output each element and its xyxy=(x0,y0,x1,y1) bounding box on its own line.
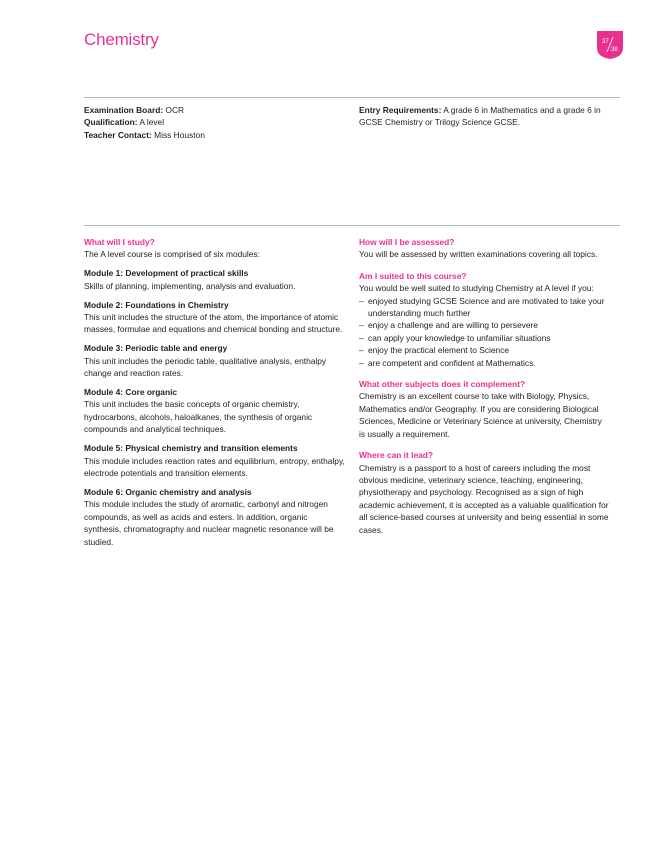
module-2 xyxy=(84,299,346,336)
list-item: – enjoyed studying GCSE Science and are motivated to take your understanding much further xyxy=(359,295,609,320)
careers-section xyxy=(359,449,609,536)
teacher-contact-value: Miss Houston xyxy=(151,129,205,140)
assessment-text: You will be assessed by written examinations covering all topics. xyxy=(359,249,598,260)
badge-bottom-number: 38 xyxy=(611,47,618,53)
list-item: – are competent and confident at Mathematics. xyxy=(359,357,609,369)
details-column xyxy=(359,236,609,545)
study-column xyxy=(84,236,346,554)
module-title: Module 1: Development of practical skills xyxy=(84,268,249,279)
qualification-line xyxy=(84,116,334,128)
exam-board-line xyxy=(84,104,334,116)
entry-requirements-label: Entry Requirements: xyxy=(359,105,442,115)
module-title: Module 3: Periodic table and energy xyxy=(84,343,228,354)
exam-board-value: OCR xyxy=(163,105,185,115)
list-item: – enjoy the practical element to Science xyxy=(359,344,609,356)
page-badge xyxy=(596,30,624,60)
shield-icon xyxy=(596,30,624,60)
module-title: Module 2: Foundations in Chemistry xyxy=(84,299,229,310)
module-1 xyxy=(84,267,346,292)
complement-heading: What other subjects does it complement? xyxy=(359,379,526,390)
study-heading: What will I study? xyxy=(84,237,155,247)
page-title: Chemistry xyxy=(84,30,159,49)
module-text: This unit includes the periodic table, qualitative analysis, enthalpy change and reaction rates. xyxy=(84,355,327,379)
assessment-section xyxy=(359,236,609,261)
suitability-intro: You would be well suited to studying Chemistry at A level if you: xyxy=(359,283,594,294)
complement-section xyxy=(359,378,609,440)
entry-requirements-value: A grade 6 in Mathematics and a grade 6 in GCSE Chemistry or Trilogy Science GCSE. xyxy=(359,105,601,128)
complement-text: Chemistry is an excellent course to take with Biology, Physics, Mathematics and/or Geography. If you are considering Biological Sciences, Medicine or Veterinary Science at university, Chemistry is usually a requirement. xyxy=(359,391,602,439)
qualification-value: A level xyxy=(137,117,165,128)
module-3 xyxy=(84,342,346,379)
exam-board-label: Examination Board: xyxy=(84,105,164,115)
module-text: This unit includes the structure of the atom, the importance of atomic masses, formulae and equations and chemical bonding and structure. xyxy=(84,312,343,335)
list-item: – can apply your knowledge to unfamiliar situations xyxy=(359,332,609,344)
module-title: Module 4: Core organic xyxy=(84,387,178,398)
qualification-label: Qualification: xyxy=(84,117,138,128)
teacher-contact-line xyxy=(84,129,334,141)
top-divider xyxy=(84,97,620,98)
teacher-contact-label: Teacher Contact: xyxy=(84,129,152,140)
module-5 xyxy=(84,442,346,479)
module-text: This module includes reaction rates and equilibrium, entropy, enthalpy, electrode potentials and transition elements. xyxy=(84,455,345,478)
module-text: Skills of planning, implementing, analysis and evaluation. xyxy=(84,280,296,291)
badge-top-number: 37 xyxy=(602,39,609,45)
careers-text: Chemistry is a passport to a host of careers including the most obvious medicine, veterinary science, teaching, engineering, physiotherapy and psychology. Recognised as a sign of high academic achievement, it is accepted as a valuable qualification for all science-based courses at university and being essential in some cases. xyxy=(359,462,609,535)
module-text: This module includes the study of aromatic, carbonyl and nitrogen compounds, as well as acids and esters. In addition, organic synthesis, chromatography and nuclear magnetic resonance will be studied. xyxy=(84,499,334,547)
suitability-section xyxy=(359,270,609,369)
module-title: Module 6: Organic chemistry and analysis xyxy=(84,486,252,497)
suitability-list xyxy=(359,295,609,369)
list-item: – enjoy a challenge and are willing to persevere xyxy=(359,319,609,331)
middle-divider xyxy=(84,225,620,226)
course-info xyxy=(84,104,334,141)
assessment-heading: How will I be assessed? xyxy=(359,237,455,247)
module-4 xyxy=(84,386,346,436)
suitability-heading: Am I suited to this course? xyxy=(359,270,467,281)
careers-heading: Where can it lead? xyxy=(359,450,433,461)
entry-requirements xyxy=(359,104,604,129)
module-6 xyxy=(84,486,346,548)
module-title: Module 5: Physical chemistry and transition elements xyxy=(84,443,298,454)
study-intro: The A level course is comprised of six modules: xyxy=(84,249,260,260)
module-text: This unit includes the basic concepts of organic chemistry, hydrocarbons, alcohols, haloalkanes, the synthesis of organic compounds and analytical techniques. xyxy=(84,399,313,435)
